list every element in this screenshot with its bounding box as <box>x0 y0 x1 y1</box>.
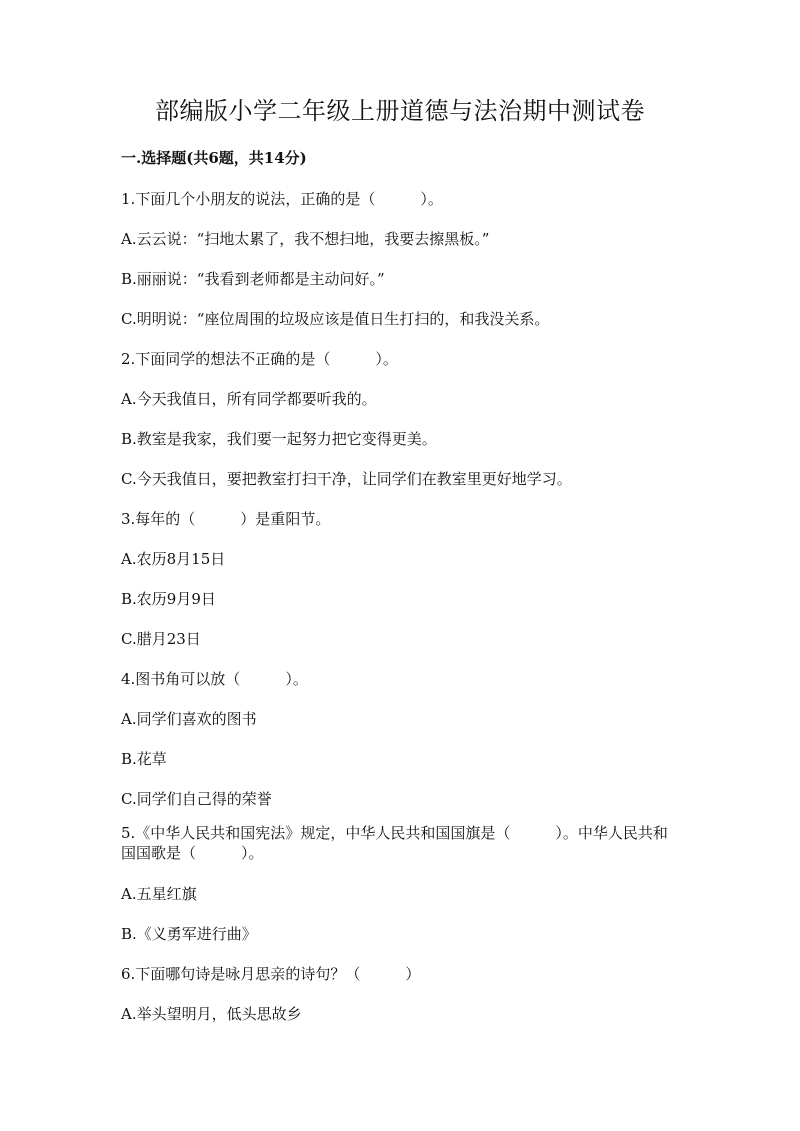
question-3-option-c: C.腊月23日 <box>121 630 201 648</box>
page-title: 部编版小学二年级上册道德与法治期中测试卷 <box>155 97 645 125</box>
question-4-option-c: C.同学们自己得的荣誉 <box>121 790 272 808</box>
question-6-stem: 6.下面哪句诗是咏月思亲的诗句？（ ） <box>121 965 421 983</box>
question-3-stem: 3.每年的（ ）是重阳节。 <box>121 510 331 528</box>
question-3-option-a: A.农历8月15日 <box>121 550 226 568</box>
question-6-option-a: A.举头望明月，低头思故乡 <box>121 1005 302 1023</box>
question-1-option-c: C.明明说：“座位周围的垃圾应该是值日生打扫的，和我没关系。 <box>121 310 550 328</box>
question-5-stem: 5.《中华人民共和国宪法》规定，中华人民共和国国旗是（ ）。中华人民共和国国歌是（ ）。 <box>121 824 668 862</box>
question-1-stem: 1.下面几个小朋友的说法，正确的是（ ）。 <box>121 190 443 208</box>
question-4-stem: 4.图书角可以放（ ）。 <box>121 670 308 688</box>
question-3-option-b: B.农历9月9日 <box>121 590 216 608</box>
question-2-option-a: A.今天我值日，所有同学都要听我的。 <box>121 390 377 408</box>
section-heading: 一.选择题(共6题，共14分) <box>121 149 307 167</box>
question-1-option-a: A.云云说：“扫地太累了，我不想扫地，我要去擦黑板。” <box>121 230 490 248</box>
question-2-stem: 2.下面同学的想法不正确的是（ ）。 <box>121 350 398 368</box>
question-2-option-b: B.教室是我家，我们要一起努力把它变得更美。 <box>121 430 437 448</box>
question-4-option-b: B.花草 <box>121 750 167 768</box>
question-4-option-a: A.同学们喜欢的图书 <box>121 710 257 728</box>
question-2-option-c: C.今天我值日，要把教室打扫干净，让同学们在教室里更好地学习。 <box>121 470 572 488</box>
question-5-option-b: B.《义勇军进行曲》 <box>121 925 257 943</box>
question-1-option-b: B.丽丽说：“我看到老师都是主动问好。” <box>121 270 385 288</box>
question-5-option-a: A.五星红旗 <box>121 885 197 903</box>
